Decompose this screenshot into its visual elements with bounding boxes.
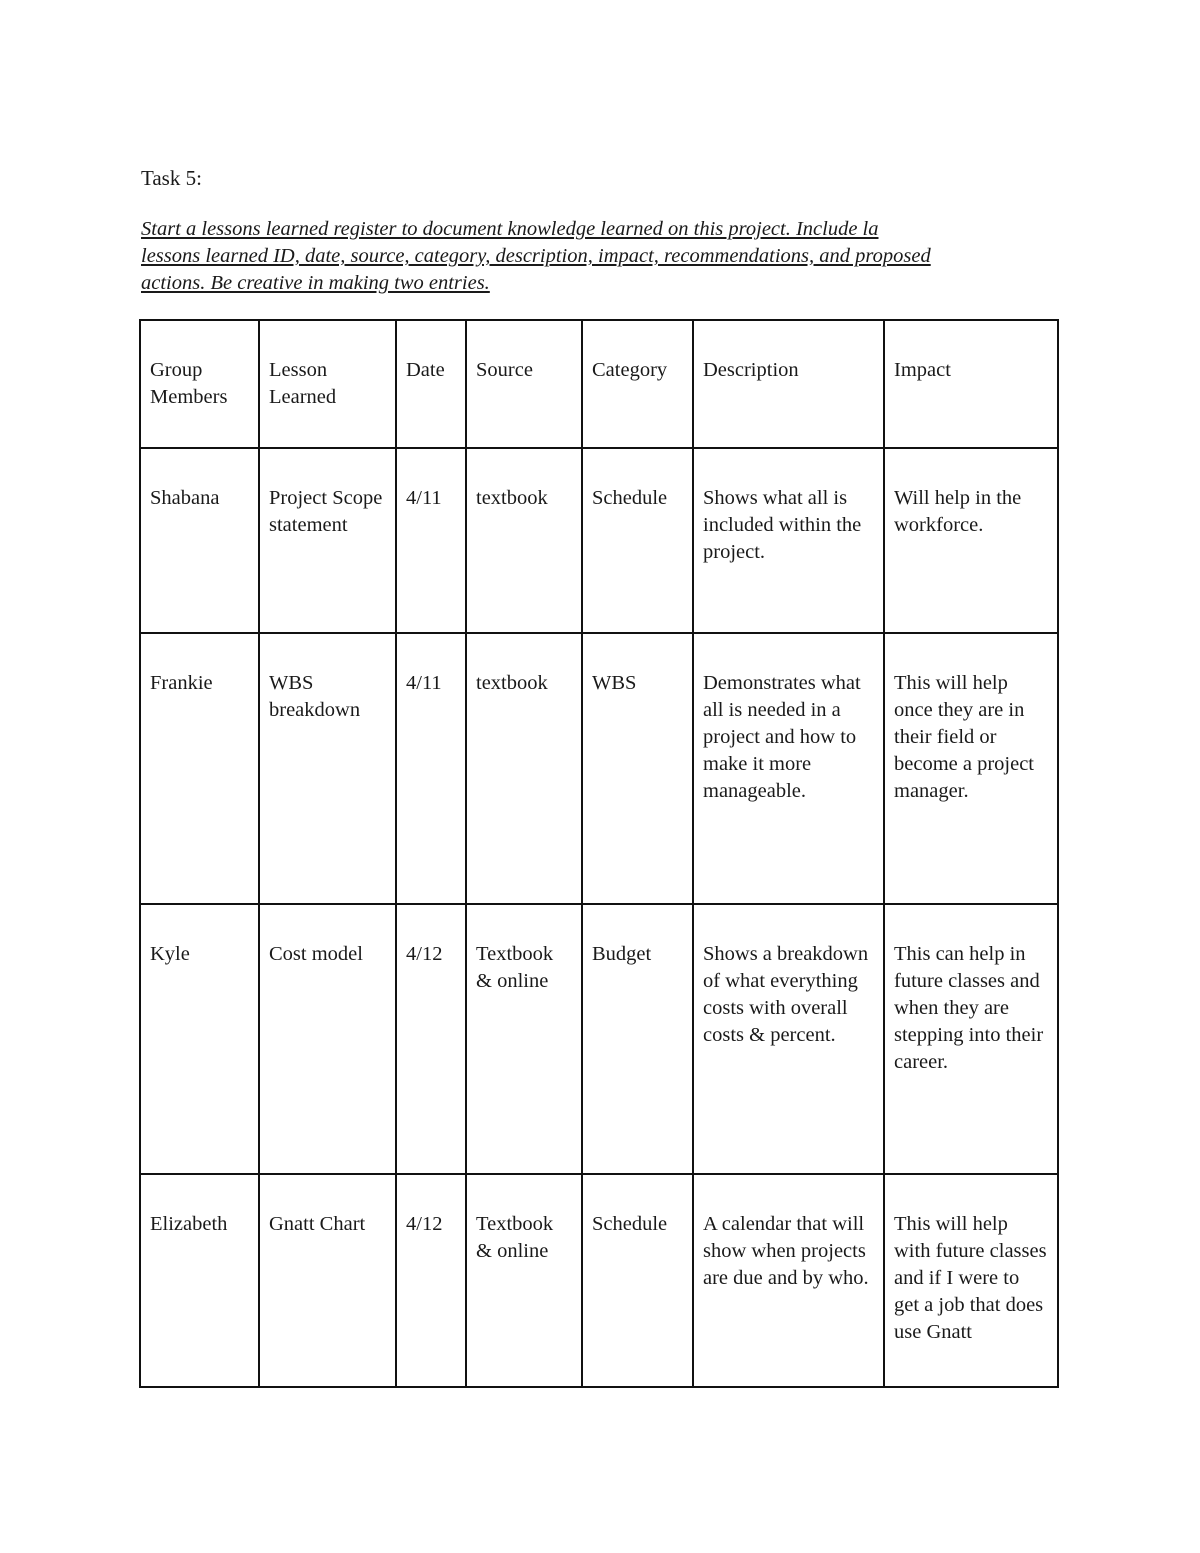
cell-group-member: Kyle bbox=[140, 904, 259, 1174]
cell-lesson-learned: WBS breakdown bbox=[259, 633, 396, 904]
cell-category: Schedule bbox=[582, 1174, 693, 1387]
cell-impact: This will help with future classes and if I were to get a job that does use Gnatt bbox=[884, 1174, 1058, 1387]
cell-impact: This will help once they are in their field or become a project manager. bbox=[884, 633, 1058, 904]
cell-source: Textbook & online bbox=[466, 1174, 582, 1387]
instruction-line: actions. Be creative in making two entries. bbox=[141, 272, 490, 294]
cell-lesson-learned: Gnatt Chart bbox=[259, 1174, 396, 1387]
cell-date: 4/12 bbox=[396, 904, 466, 1174]
cell-date: 4/12 bbox=[396, 1174, 466, 1387]
table-row bbox=[140, 1174, 1058, 1387]
task-instructions bbox=[141, 216, 1071, 297]
table-header-row bbox=[140, 320, 1058, 448]
header-source: Source bbox=[466, 320, 582, 448]
cell-group-member: Frankie bbox=[140, 633, 259, 904]
cell-source: Textbook & online bbox=[466, 904, 582, 1174]
header-impact: Impact bbox=[884, 320, 1058, 448]
cell-lesson-learned: Project Scope statement bbox=[259, 448, 396, 633]
cell-description: A calendar that will show when projects are due and by who. bbox=[693, 1174, 884, 1387]
header-group-members: Group Members bbox=[140, 320, 259, 448]
table-row bbox=[140, 448, 1058, 633]
cell-group-member: Elizabeth bbox=[140, 1174, 259, 1387]
header-lesson-learned: Lesson Learned bbox=[259, 320, 396, 448]
cell-source: textbook bbox=[466, 448, 582, 633]
cell-description: Shows what all is included within the project. bbox=[693, 448, 884, 633]
instruction-line: lessons learned ID, date, source, category, description, impact, recommendations, and proposed bbox=[141, 245, 931, 267]
lessons-learned-table bbox=[139, 319, 1059, 1388]
table-row bbox=[140, 904, 1058, 1174]
header-description: Description bbox=[693, 320, 884, 448]
cell-category: WBS bbox=[582, 633, 693, 904]
instruction-line: Start a lessons learned register to document knowledge learned on this project. Include la bbox=[141, 218, 879, 240]
task-title: Task 5: bbox=[141, 166, 202, 190]
cell-lesson-learned: Cost model bbox=[259, 904, 396, 1174]
table-row bbox=[140, 633, 1058, 904]
cell-group-member: Shabana bbox=[140, 448, 259, 633]
header-date: Date bbox=[396, 320, 466, 448]
header-category: Category bbox=[582, 320, 693, 448]
cell-category: Schedule bbox=[582, 448, 693, 633]
cell-date: 4/11 bbox=[396, 448, 466, 633]
cell-impact: This can help in future classes and when they are stepping into their career. bbox=[884, 904, 1058, 1174]
cell-source: textbook bbox=[466, 633, 582, 904]
cell-impact: Will help in the workforce. bbox=[884, 448, 1058, 633]
cell-date: 4/11 bbox=[396, 633, 466, 904]
cell-description: Shows a breakdown of what everything costs with overall costs & percent. bbox=[693, 904, 884, 1174]
cell-description: Demonstrates what all is needed in a project and how to make it more manageable. bbox=[693, 633, 884, 904]
cell-category: Budget bbox=[582, 904, 693, 1174]
